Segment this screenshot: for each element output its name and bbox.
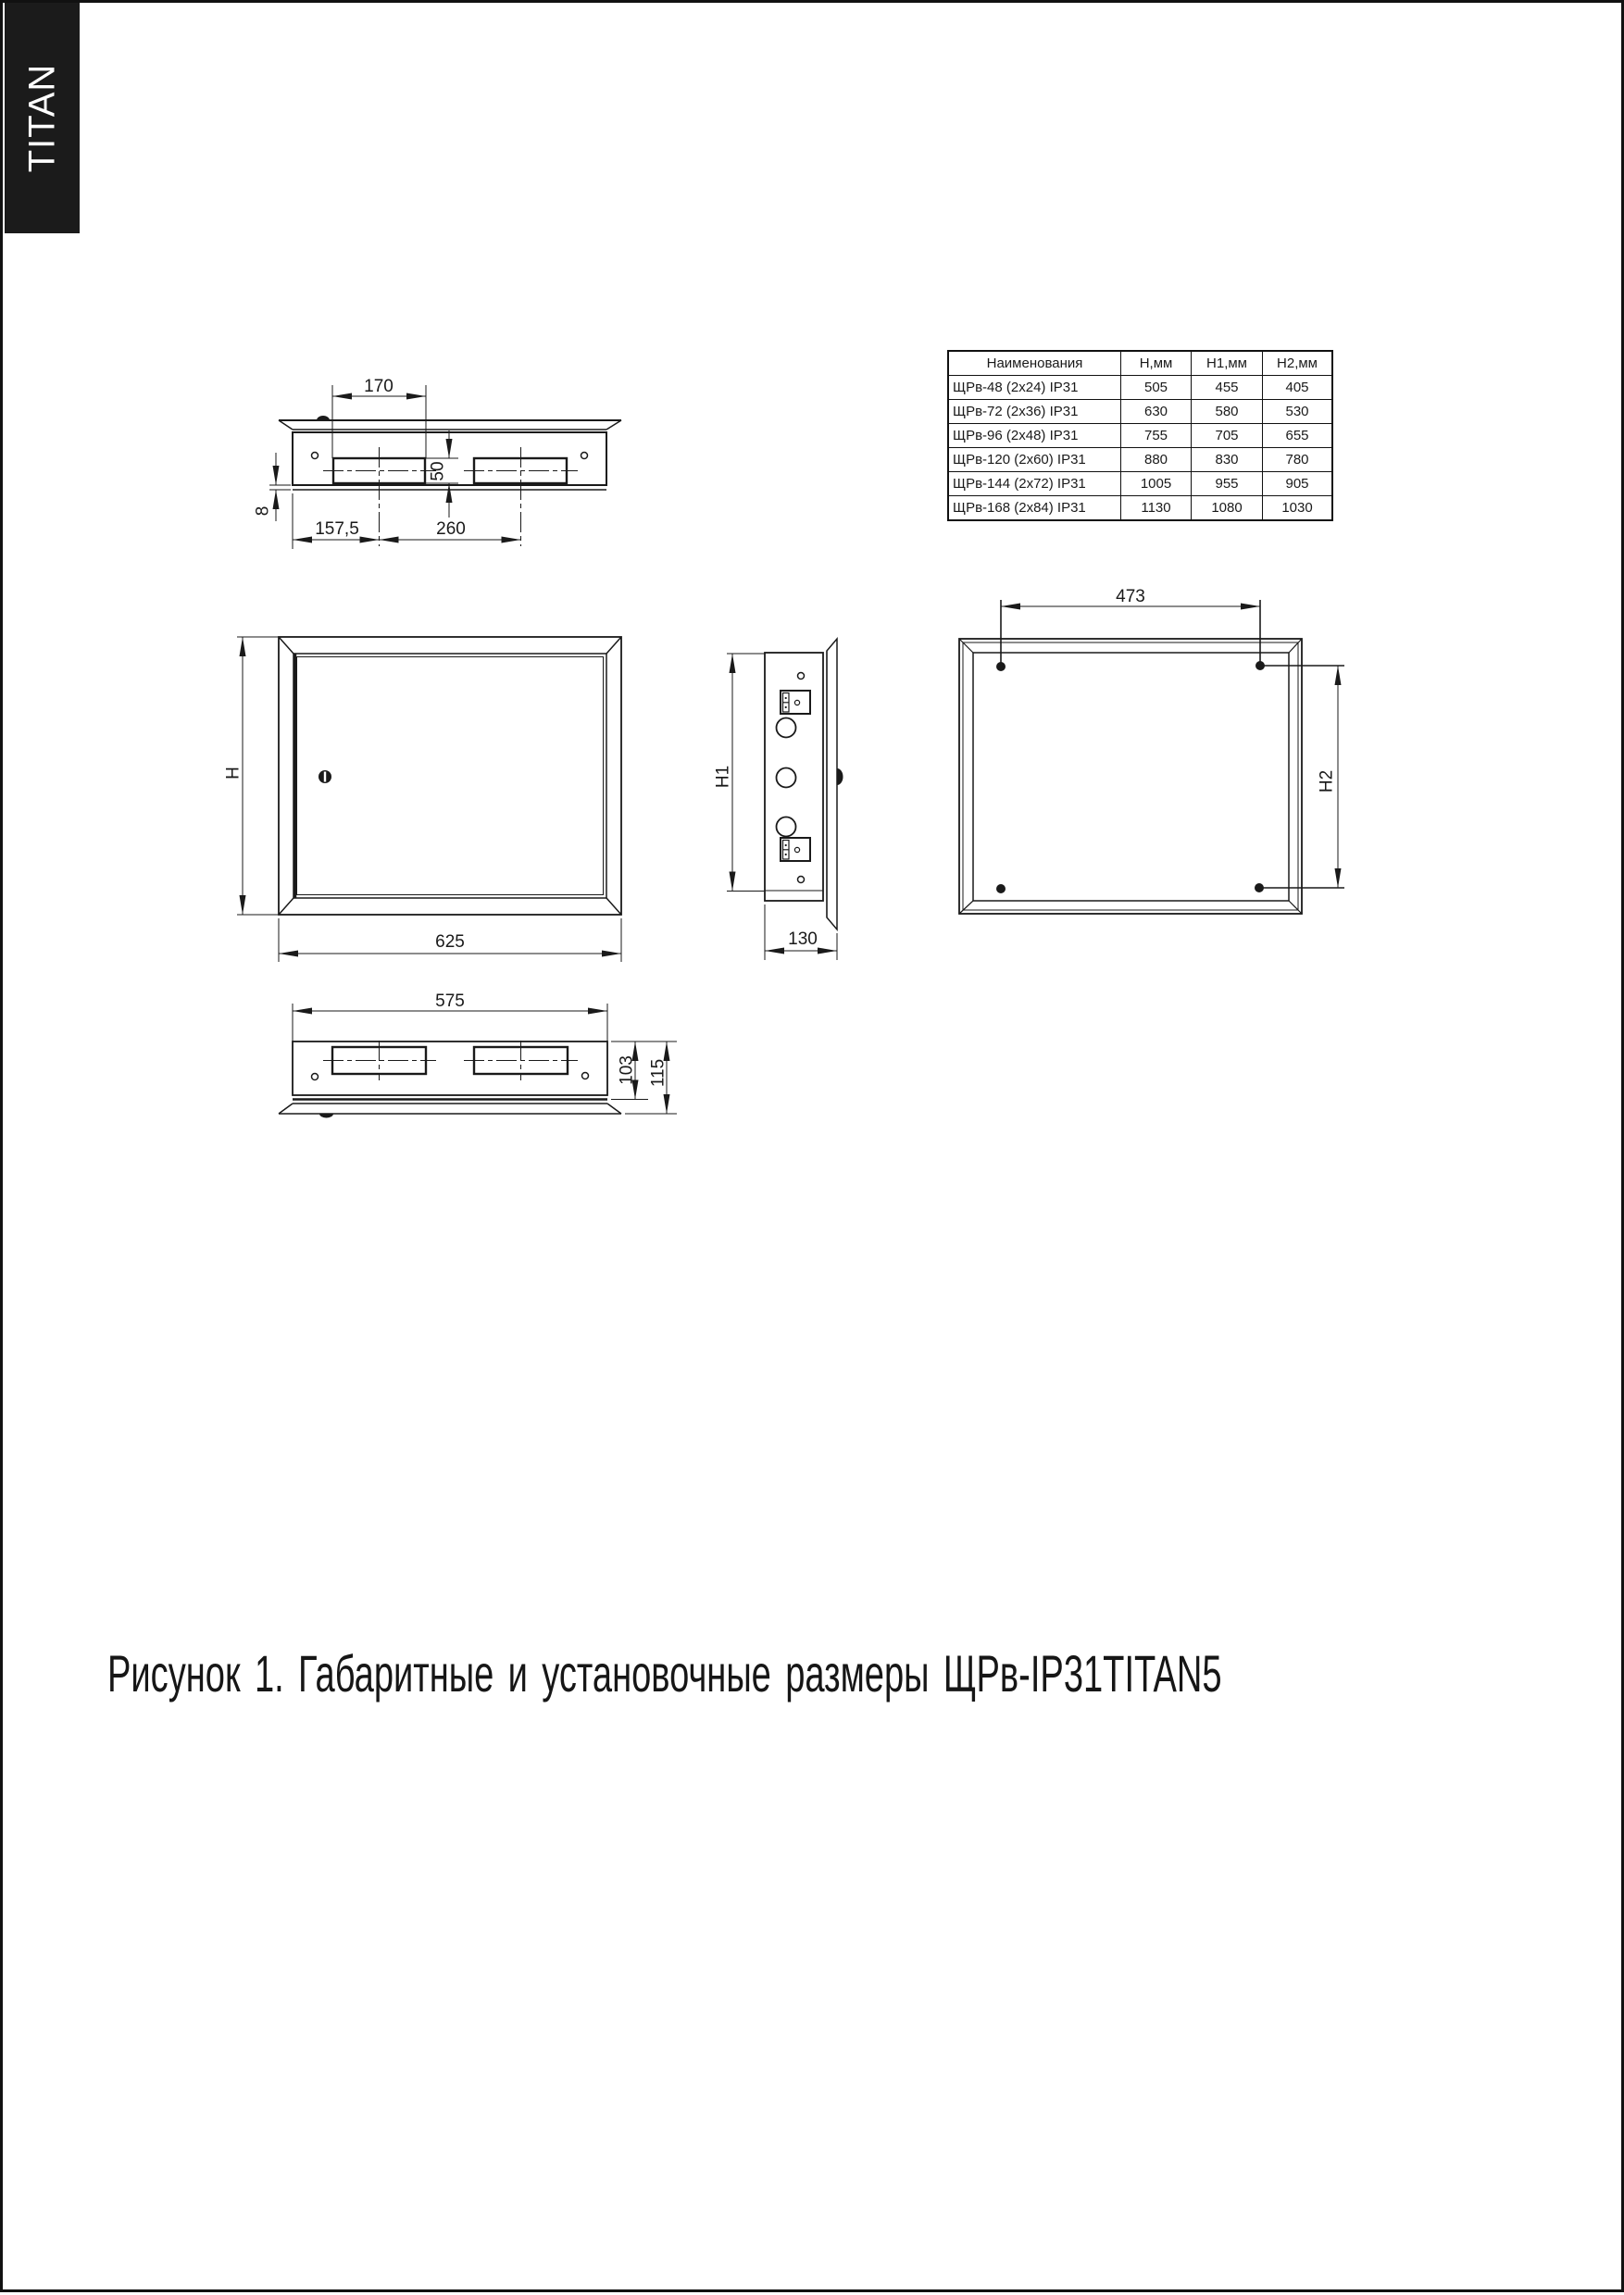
dim-157-label: 157,5 [315,519,359,539]
dim-H2-label: H2 [1317,769,1337,793]
brand-logo-text: TITAN [21,63,63,173]
table-cell: 405 [1263,376,1333,400]
table-cell: 455 [1192,376,1263,400]
table-cell: ЩРв-48 (2х24) IP31 [948,376,1121,400]
table-row [948,472,1332,496]
table-cell: 705 [1192,424,1263,448]
table-cell: ЩРв-96 (2х48) IP31 [948,424,1121,448]
figure-caption: Рисунок 1. Габаритные и установочные размеры ЩРв-IP31TITAN5 [107,1644,1222,1703]
table-cell: 830 [1192,448,1263,472]
dim-H1-label: H1 [713,765,733,789]
mounting-hole [996,884,1006,893]
table-cell: 580 [1192,400,1263,424]
table-header-cell: Наименования [948,351,1121,376]
table-cell: ЩРв-72 (2х36) IP31 [948,400,1121,424]
table-row [948,424,1332,448]
front-view-drawing [224,637,622,962]
side-view-drawing [714,639,843,960]
table-header-cell: Н2,мм [1263,351,1333,376]
dim-8-label: 8 [253,505,273,517]
table-row [948,376,1332,400]
table-cell: 505 [1121,376,1192,400]
screw-hole [798,673,805,680]
table-cell: ЩРв-168 (2х84) IP31 [948,496,1121,521]
table-cell: ЩРв-120 (2х60) IP31 [948,448,1121,472]
screw-hole [312,453,319,459]
table-header-cell: Н1,мм [1192,351,1263,376]
dim-130-label: 130 [788,929,818,949]
dim-575-label: 575 [435,992,465,1011]
screw-hole [798,877,805,883]
lock-knob-side [837,768,843,785]
dim-260-label: 260 [436,519,466,539]
table-cell: 905 [1263,472,1333,496]
dim-625-label: 625 [435,932,465,952]
lock-knob-bottom [319,1114,333,1118]
table-cell: 1130 [1121,496,1192,521]
table-cell: 880 [1121,448,1192,472]
table-cell: 630 [1121,400,1192,424]
lock-knob-top [317,416,330,420]
table-cell: 1005 [1121,472,1192,496]
mounting-bracket [781,838,810,861]
table-header-cell: Н,мм [1121,351,1192,376]
table-cell: 1030 [1263,496,1333,521]
table-row [948,448,1332,472]
table-cell: 755 [1121,424,1192,448]
table-cell: 955 [1192,472,1263,496]
top-view-drawing [254,377,622,549]
table-row [948,496,1332,521]
dimensions-table [947,350,1333,521]
technical-drawing [3,3,1624,2295]
table-cell: 655 [1263,424,1333,448]
cable-hole [777,768,796,788]
table-header-row [948,351,1332,376]
screw-hole [581,453,588,459]
table-cell: ЩРв-144 (2х72) IP31 [948,472,1121,496]
table-cell: 780 [1263,448,1333,472]
dim-170-label: 170 [364,377,394,396]
bottom-view-drawing [279,992,677,1118]
table-cell: 530 [1263,400,1333,424]
screw-hole [312,1074,319,1080]
dim-473-label: 473 [1116,587,1145,606]
cable-hole [777,817,796,837]
dim-H-label: H [223,767,244,780]
table-cell: 1080 [1192,496,1263,521]
dim-103-label: 103 [617,1055,637,1085]
screw-hole [582,1073,589,1079]
cable-hole [777,718,796,738]
dim-115-label: 115 [648,1058,668,1088]
back-view-drawing [959,587,1344,914]
mounting-bracket [781,691,810,714]
table-row [948,400,1332,424]
dim-50-label: 50 [428,461,448,481]
